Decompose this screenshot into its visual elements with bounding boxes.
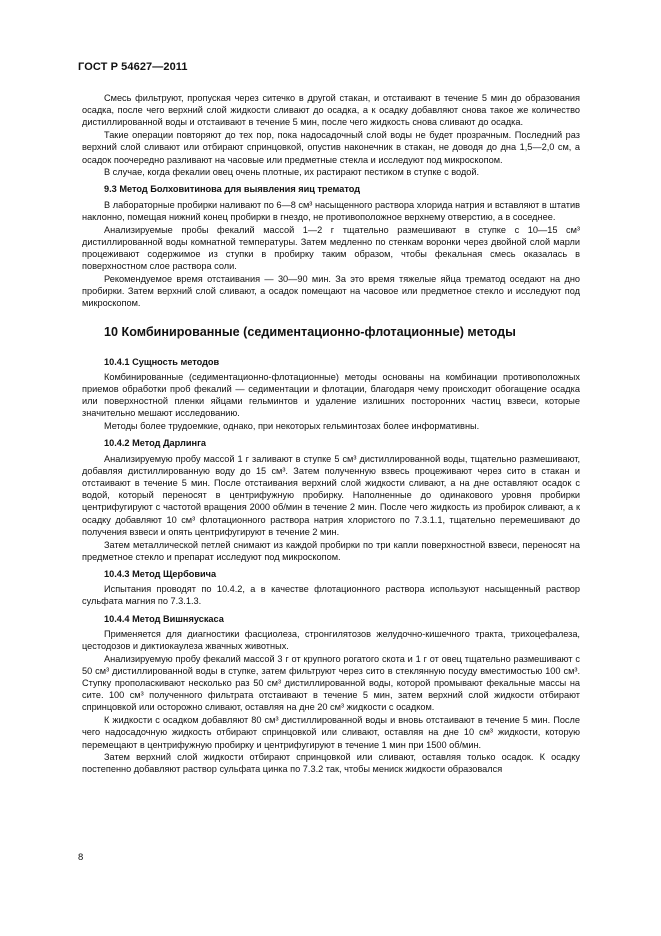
paragraph: Затем верхний слой жидкости отбирают спринцовкой или сливают, оставляя только осадок. К осадку постепенно добавляют раствор сульфата цинка по 7.3.2 так, чтобы мениск жидкости образовался [82,752,580,775]
section-heading-9-3: 9.3 Метод Болховитинова для выявления яиц трематод [104,184,361,195]
paragraph: В лабораторные пробирки наливают по 6—8 см³ насыщенного раствора хлорида натрия и вставляют в штатив наклонно, помещая нижний конец пробирки в гнездо, не противоположное верхнему отверстию, а в соседнее. [82,199,580,222]
paragraph: Испытания проводят по 10.4.2, а в качестве флотационного раствора используют насыщенный раствор сульфата магния по 7.3.1.3. [82,584,580,607]
page-number: 8 [78,852,84,863]
document-body [82,92,580,776]
paragraph: В случае, когда фекалии овец очень плотные, их растирают пестиком в ступке с водой. [104,167,480,178]
paragraph: Применяется для диагностики фасциолеза, стронгилятозов желудочно-кишечного тракта, трихоцефалеза, цестодозов и диктиокаулеза жвачных животных. [82,628,580,651]
section-heading-10-4-2: 10.4.2 Метод Дарлинга [104,438,206,449]
paragraph: Анализируемую пробу фекалий массой 3 г от крупного рогатого скота и 1 г от овец тщательно размешивают с 50 см³ дистиллированной воды в ступке, затем фильтруют через сито в стеклянную посуду вместимостью 100 см³. Ступку прополаскивают несколько раз 50 см³ дистиллированной воды, которой промывают фекальные массы на сите. 100 см³ полученного фильтрата отстаивают в течение 5 мин, затем верхний слой жидкости отбирают спринцовкой или осторожно сливают, оставляя на дне 20 см³ жидкости с осадком. [82,653,580,713]
chapter-heading-10: 10 Комбинированные (седиментационно-флотационные) методы [104,325,516,340]
section-heading-10-4-4: 10.4.4 Метод Вишняускаса [104,613,224,624]
section-heading-10-4-3: 10.4.3 Метод Щербовича [104,568,217,579]
paragraph: Анализируемую пробу массой 1 г заливают в ступке 5 см³ дистиллированной воды, тщательно размешивают, добавляя дистиллированную воду до 15 см³. Затем полученную взвесь процеживают через сито в стакан и отстаивают в течение 5 мин. После отстаивания верхний слой жидкости сливают, а на дне оставляют осадок с водой, который переносят в центрифужную пробирку. Наполненные до одинакового уровня пробирки центрифугируют с частотой вращения 2000 об/мин в течение 2 мин. После чего жидкость из пробирок сливают, а к осадку добавляют 10 см³ флотационного раствора натрия хлористого по 7.3.1.1, тщательно перемешивают до получения взвеси и опять центрифугируют в течение 2 мин. [82,453,580,537]
section-heading-10-4-1: 10.4.1 Сущность методов [104,356,220,367]
paragraph: К жидкости с осадком добавляют 80 см³ дистиллированной воды и вновь отстаивают в течение 5 мин. После чего надосадочную жидкость отбирают спринцовкой или сливают, оставляя на дне 10 см³ жидкости, которую перемещают в центрифужную пробирку и центрифугируют в течение 1 мин при 1500 об/мин. [82,715,580,750]
document-header: ГОСТ Р 54627—2011 [78,61,188,73]
paragraph: Рекомендуемое время отстаивания — 30—90 мин. За это время тяжелые яйца трематод оседают на дно пробирки. Затем верхний слой сливают, а осадок помещают на часовое или предметное стекло и исследуют под микроскопом. [82,273,580,309]
paragraph: Смесь фильтруют, пропуская через ситечко в другой стакан, и отстаивают в течение 5 мин до образования осадка, после чего верхний слой жидкости сливают до осадка, а к осадку добавляют снова такое же количество дистиллированной воды и отстаивают в течение 5 мин, после чего жидкость снова сливают до осадка. [82,93,580,128]
paragraph: Такие операции повторяют до тех пор, пока надосадочный слой воды не будет прозрачным. Последний раз верхний слой сливают или отбирают спринцовкой, опустив наконечник в стакан, не доводя до дна 1,5—2,0 см, а осадок поочередно разливают на часовые или предметные стекла и исследуют под микроскопом. [82,130,580,165]
paragraph: Методы более трудоемкие, однако, при некоторых гельминтозах более информативны. [104,421,480,432]
paragraph: Комбинированные (седиментационно-флотационные) методы основаны на комбинации противоположных приемов обработки проб фекалий — седиментации и флотации, благодаря чему происходит обогащение осадка или поверхностной пленки яйцами гельминтов и удаление излишних посторонних частиц взвеси, которые значительно мешают исследованию. [82,371,580,419]
paragraph: Затем металлической петлей снимают из каждой пробирки по три капли поверхностной взвеси, переносят на предметное стекло и препарат исследуют под микроскопом. [82,539,580,562]
paragraph: Анализируемые пробы фекалий массой 1—2 г тщательно размешивают в ступке с 10—15 см³ дистиллированной воды комнатной температуры. Затем медленно по стенкам воронки через двойной слой марли процеживают содержимое из ступки в пробирку таким образом, чтобы фекальная смесь оказалась в поверхностном слое раствора соли. [82,224,580,272]
